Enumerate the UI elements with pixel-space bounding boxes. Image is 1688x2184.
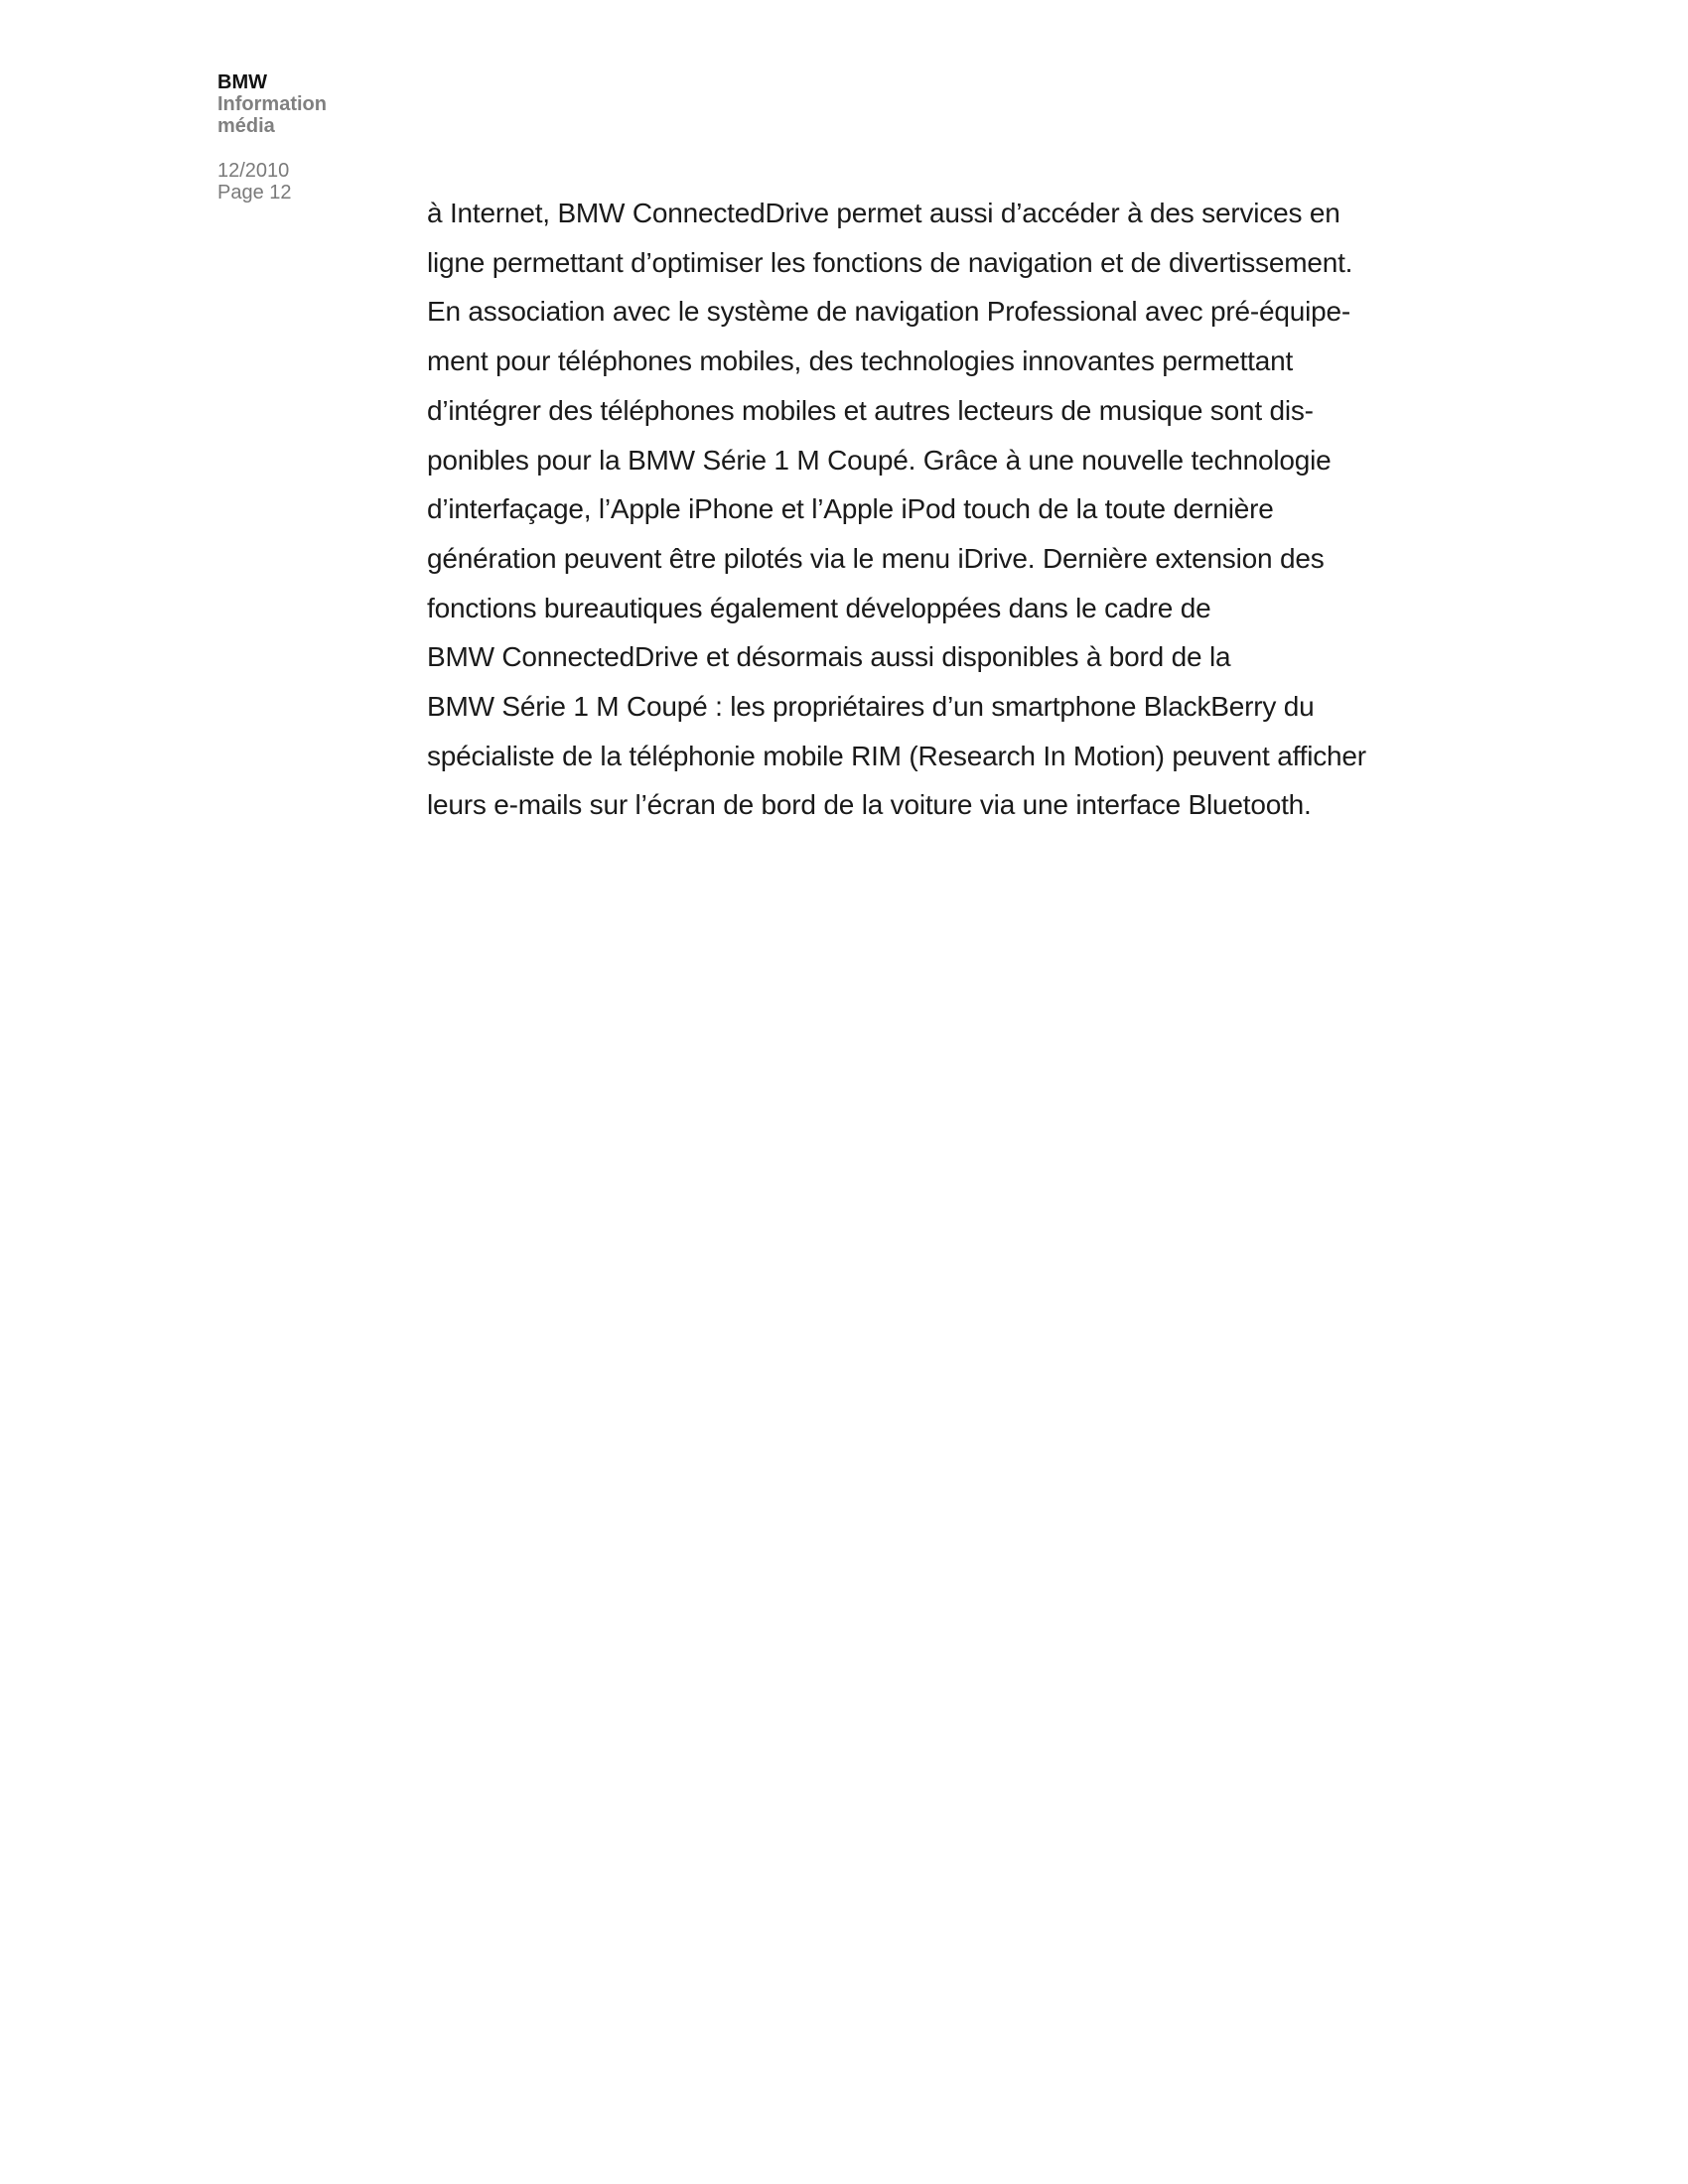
subtitle-media: média [217, 115, 275, 137]
subtitle-information: Information [217, 93, 327, 115]
paragraph-line: ponibles pour la BMW Série 1 M Coupé. Grâce à une nouvelle technologie [427, 444, 1332, 476]
paragraph-line: ligne permettant d’optimiser les fonctions de navigation et de divertissement. [427, 246, 1353, 278]
document-date: 12/2010 [217, 160, 290, 182]
paragraph-line: spécialiste de la téléphonie mobile RIM (Research In Motion) peuvent afficher [427, 740, 1366, 771]
paragraph-line: génération peuvent être pilotés via le menu iDrive. Dernière extension des [427, 542, 1325, 574]
brand-name: BMW [217, 71, 267, 93]
document-meta [217, 160, 396, 204]
paragraph-line: à Internet, BMW ConnectedDrive permet aussi d’accéder à des services en [427, 198, 1340, 228]
paragraph-line: d’intégrer des téléphones mobiles et autres lecteurs de musique sont dis- [427, 394, 1314, 426]
paragraph-line: En association avec le système de navigation Professional avec pré-équipe- [427, 296, 1350, 328]
paragraph-line: BMW ConnectedDrive et désormais aussi disponibles à bord de la [427, 641, 1231, 673]
paragraph-line: BMW Série 1 M Coupé : les propriétaires d’un smartphone BlackBerry du [427, 691, 1315, 723]
masthead [217, 71, 396, 137]
paragraph-line: fonctions bureautiques également développées dans le cadre de [427, 592, 1211, 623]
paragraph-line: d’interfaçage, l’Apple iPhone et l’Apple iPod touch de la toute dernière [427, 493, 1274, 525]
body-paragraph [427, 189, 1420, 830]
paragraph-line: ment pour téléphones mobiles, des technologies innovantes permettant [427, 345, 1294, 377]
page-number: Page 12 [217, 182, 292, 204]
paragraph-line: leurs e-mails sur l’écran de bord de la voiture via une interface Bluetooth. [427, 789, 1312, 821]
